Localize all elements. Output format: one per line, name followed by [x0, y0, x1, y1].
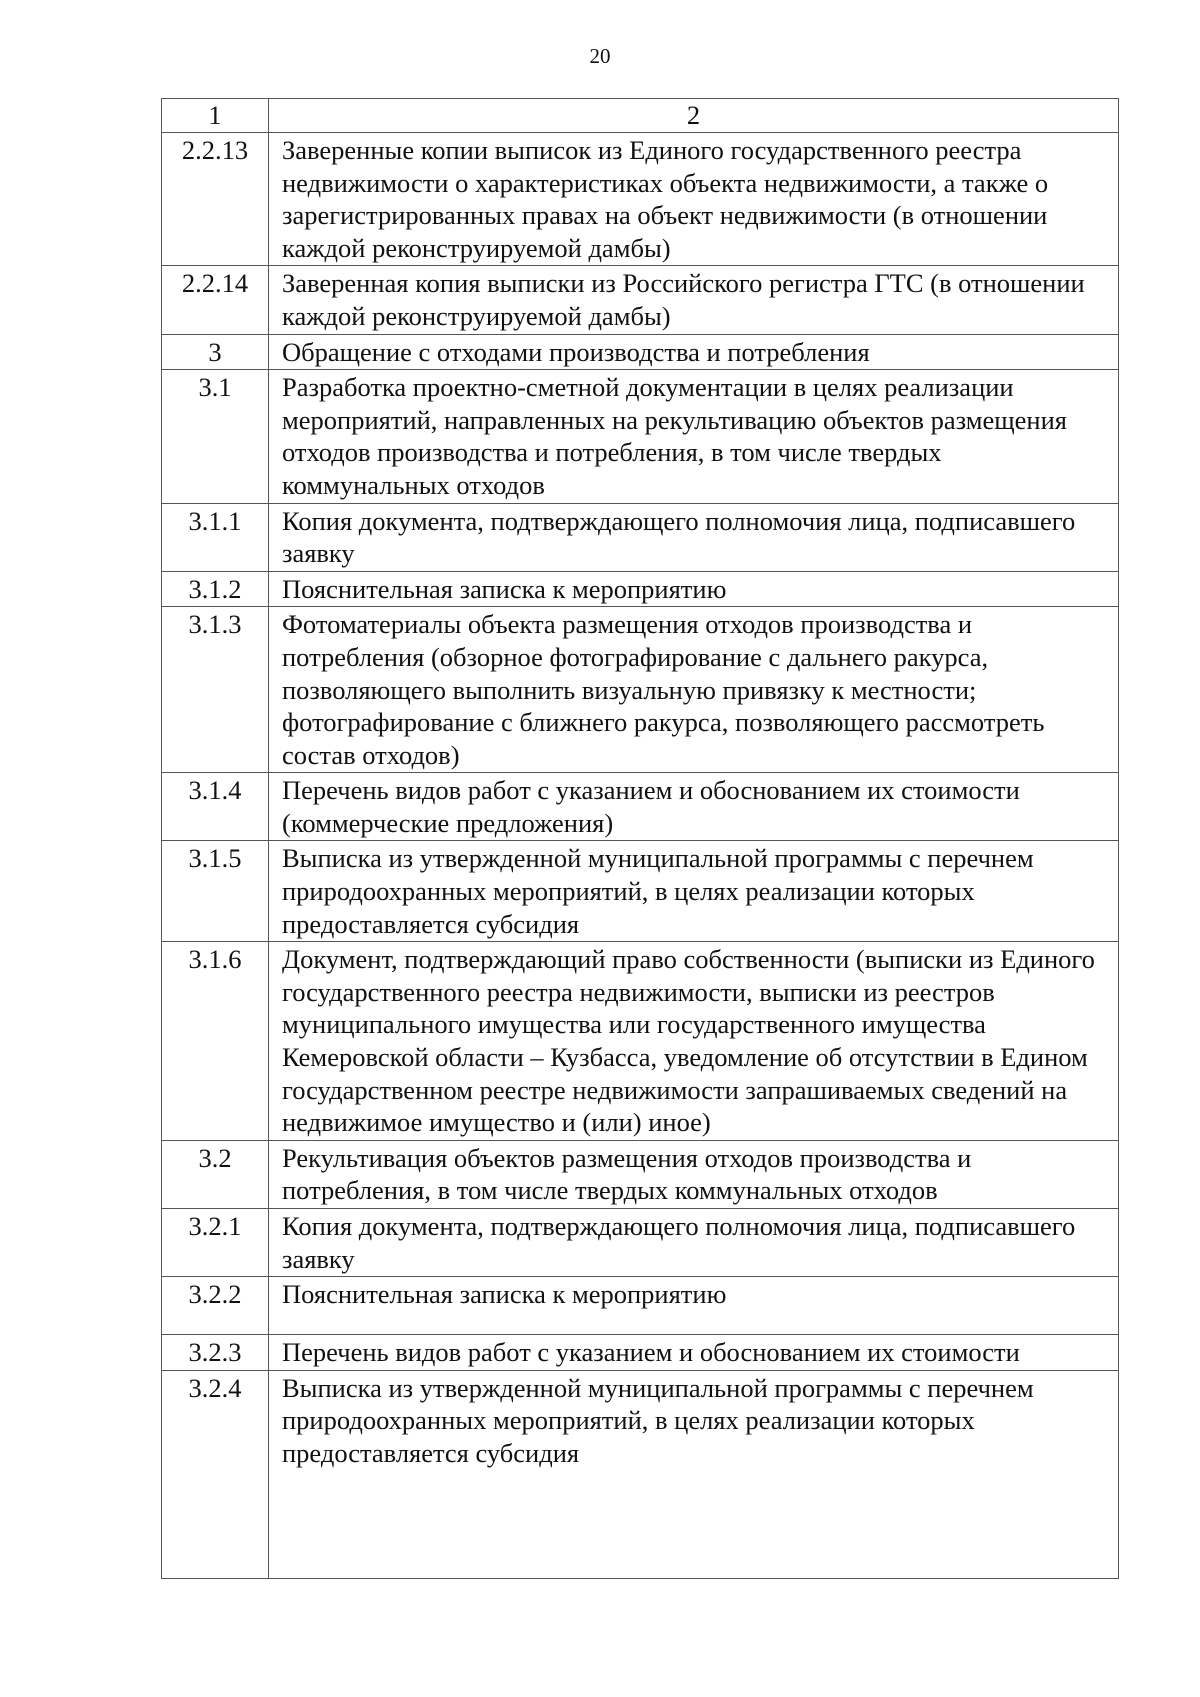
table-row: [162, 1140, 1119, 1208]
table-row: [162, 1277, 1119, 1335]
row-description-cell: Документ, подтверждающий право собственности (выписки из Единого государственного реестра недвижимости, выписки из реестров муниципального имущества или государственного имущества Кемеровской области – Кузбасса, уведомление об отсутствии в Едином государственном реестре недвижимости запрашиваемых сведений на недвижимое имущество и (или) иное): [269, 942, 1119, 1141]
row-description-cell: Заверенная копия выписки из Российского регистра ГТС (в отношении каждой реконструируемой дамбы): [269, 266, 1119, 334]
row-number-cell: 3.2.3: [162, 1335, 269, 1371]
row-description-cell: Пояснительная записка к мероприятию: [269, 1277, 1119, 1335]
row-description-cell: Пояснительная записка к мероприятию: [269, 571, 1119, 607]
row-number-cell: 3.2.1: [162, 1209, 269, 1277]
table-row: [162, 1209, 1119, 1277]
row-description-cell: Рекультивация объектов размещения отходов производства и потребления, в том числе твердых коммунальных отходов: [269, 1140, 1119, 1208]
table-row: [162, 607, 1119, 773]
table-row: [162, 503, 1119, 571]
table-row: [162, 571, 1119, 607]
table-row: [162, 841, 1119, 942]
table-row: [162, 334, 1119, 370]
row-number-cell: 2.2.14: [162, 266, 269, 334]
row-description-cell: Фотоматериалы объекта размещения отходов производства и потребления (обзорное фотографирование с дальнего ракурса, позволяющего выполнить визуальную привязку к местности; фотографирование с ближнего ракурса, позволяющего рассмотреть состав отходов): [269, 607, 1119, 773]
row-number-cell: 3.1.3: [162, 607, 269, 773]
row-number-cell: 3.1.6: [162, 942, 269, 1141]
row-number-cell: 3: [162, 334, 269, 370]
table-row: [162, 1370, 1119, 1578]
row-number-cell: 3.2: [162, 1140, 269, 1208]
table-row: [162, 133, 1119, 266]
row-number-cell: 2.2.13: [162, 133, 269, 266]
requirements-table: [161, 98, 1119, 1579]
row-description-cell: Перечень видов работ с указанием и обоснованием их стоимости (коммерческие предложения): [269, 773, 1119, 841]
row-description-cell: Перечень видов работ с указанием и обоснованием их стоимости: [269, 1335, 1119, 1371]
row-description-cell: Разработка проектно-сметной документации в целях реализации мероприятий, направленных на рекультивацию объектов размещения отходов производства и потребления, в том числе твердых коммунальных отходов: [269, 370, 1119, 503]
table-row: [162, 370, 1119, 503]
column-header-description: 2: [269, 99, 1119, 133]
row-number-cell: 3.2.4: [162, 1370, 269, 1578]
row-number-cell: 3.1.1: [162, 503, 269, 571]
row-description-cell: Копия документа, подтверждающего полномочия лица, подписавшего заявку: [269, 1209, 1119, 1277]
row-description-cell: Копия документа, подтверждающего полномочия лица, подписавшего заявку: [269, 503, 1119, 571]
table-row: [162, 942, 1119, 1141]
row-number-cell: 3.1.5: [162, 841, 269, 942]
table-row: [162, 773, 1119, 841]
page-number: 20: [589, 44, 611, 68]
row-description-cell: Выписка из утвержденной муниципальной программы с перечнем природоохранных мероприятий, в целях реализации которых предоставляется субсидия: [269, 841, 1119, 942]
row-description-cell: Заверенные копии выписок из Единого государственного реестра недвижимости о характеристиках объекта недвижимости, а также о зарегистрированных правах на объект недвижимости (в отношении каждой реконструируемой дамбы): [269, 133, 1119, 266]
column-header-number: 1: [162, 99, 269, 133]
table-row: [162, 266, 1119, 334]
row-number-cell: 3.2.2: [162, 1277, 269, 1335]
row-number-cell: 3.1.2: [162, 571, 269, 607]
table-row: [162, 1335, 1119, 1371]
row-description-cell: Выписка из утвержденной муниципальной программы с перечнем природоохранных мероприятий, в целях реализации которых предоставляется субсидия: [269, 1370, 1119, 1578]
table-header-row: [162, 99, 1119, 133]
row-number-cell: 3.1.4: [162, 773, 269, 841]
row-number-cell: 3.1: [162, 370, 269, 503]
row-description-cell: Обращение с отходами производства и потребления: [269, 334, 1119, 370]
